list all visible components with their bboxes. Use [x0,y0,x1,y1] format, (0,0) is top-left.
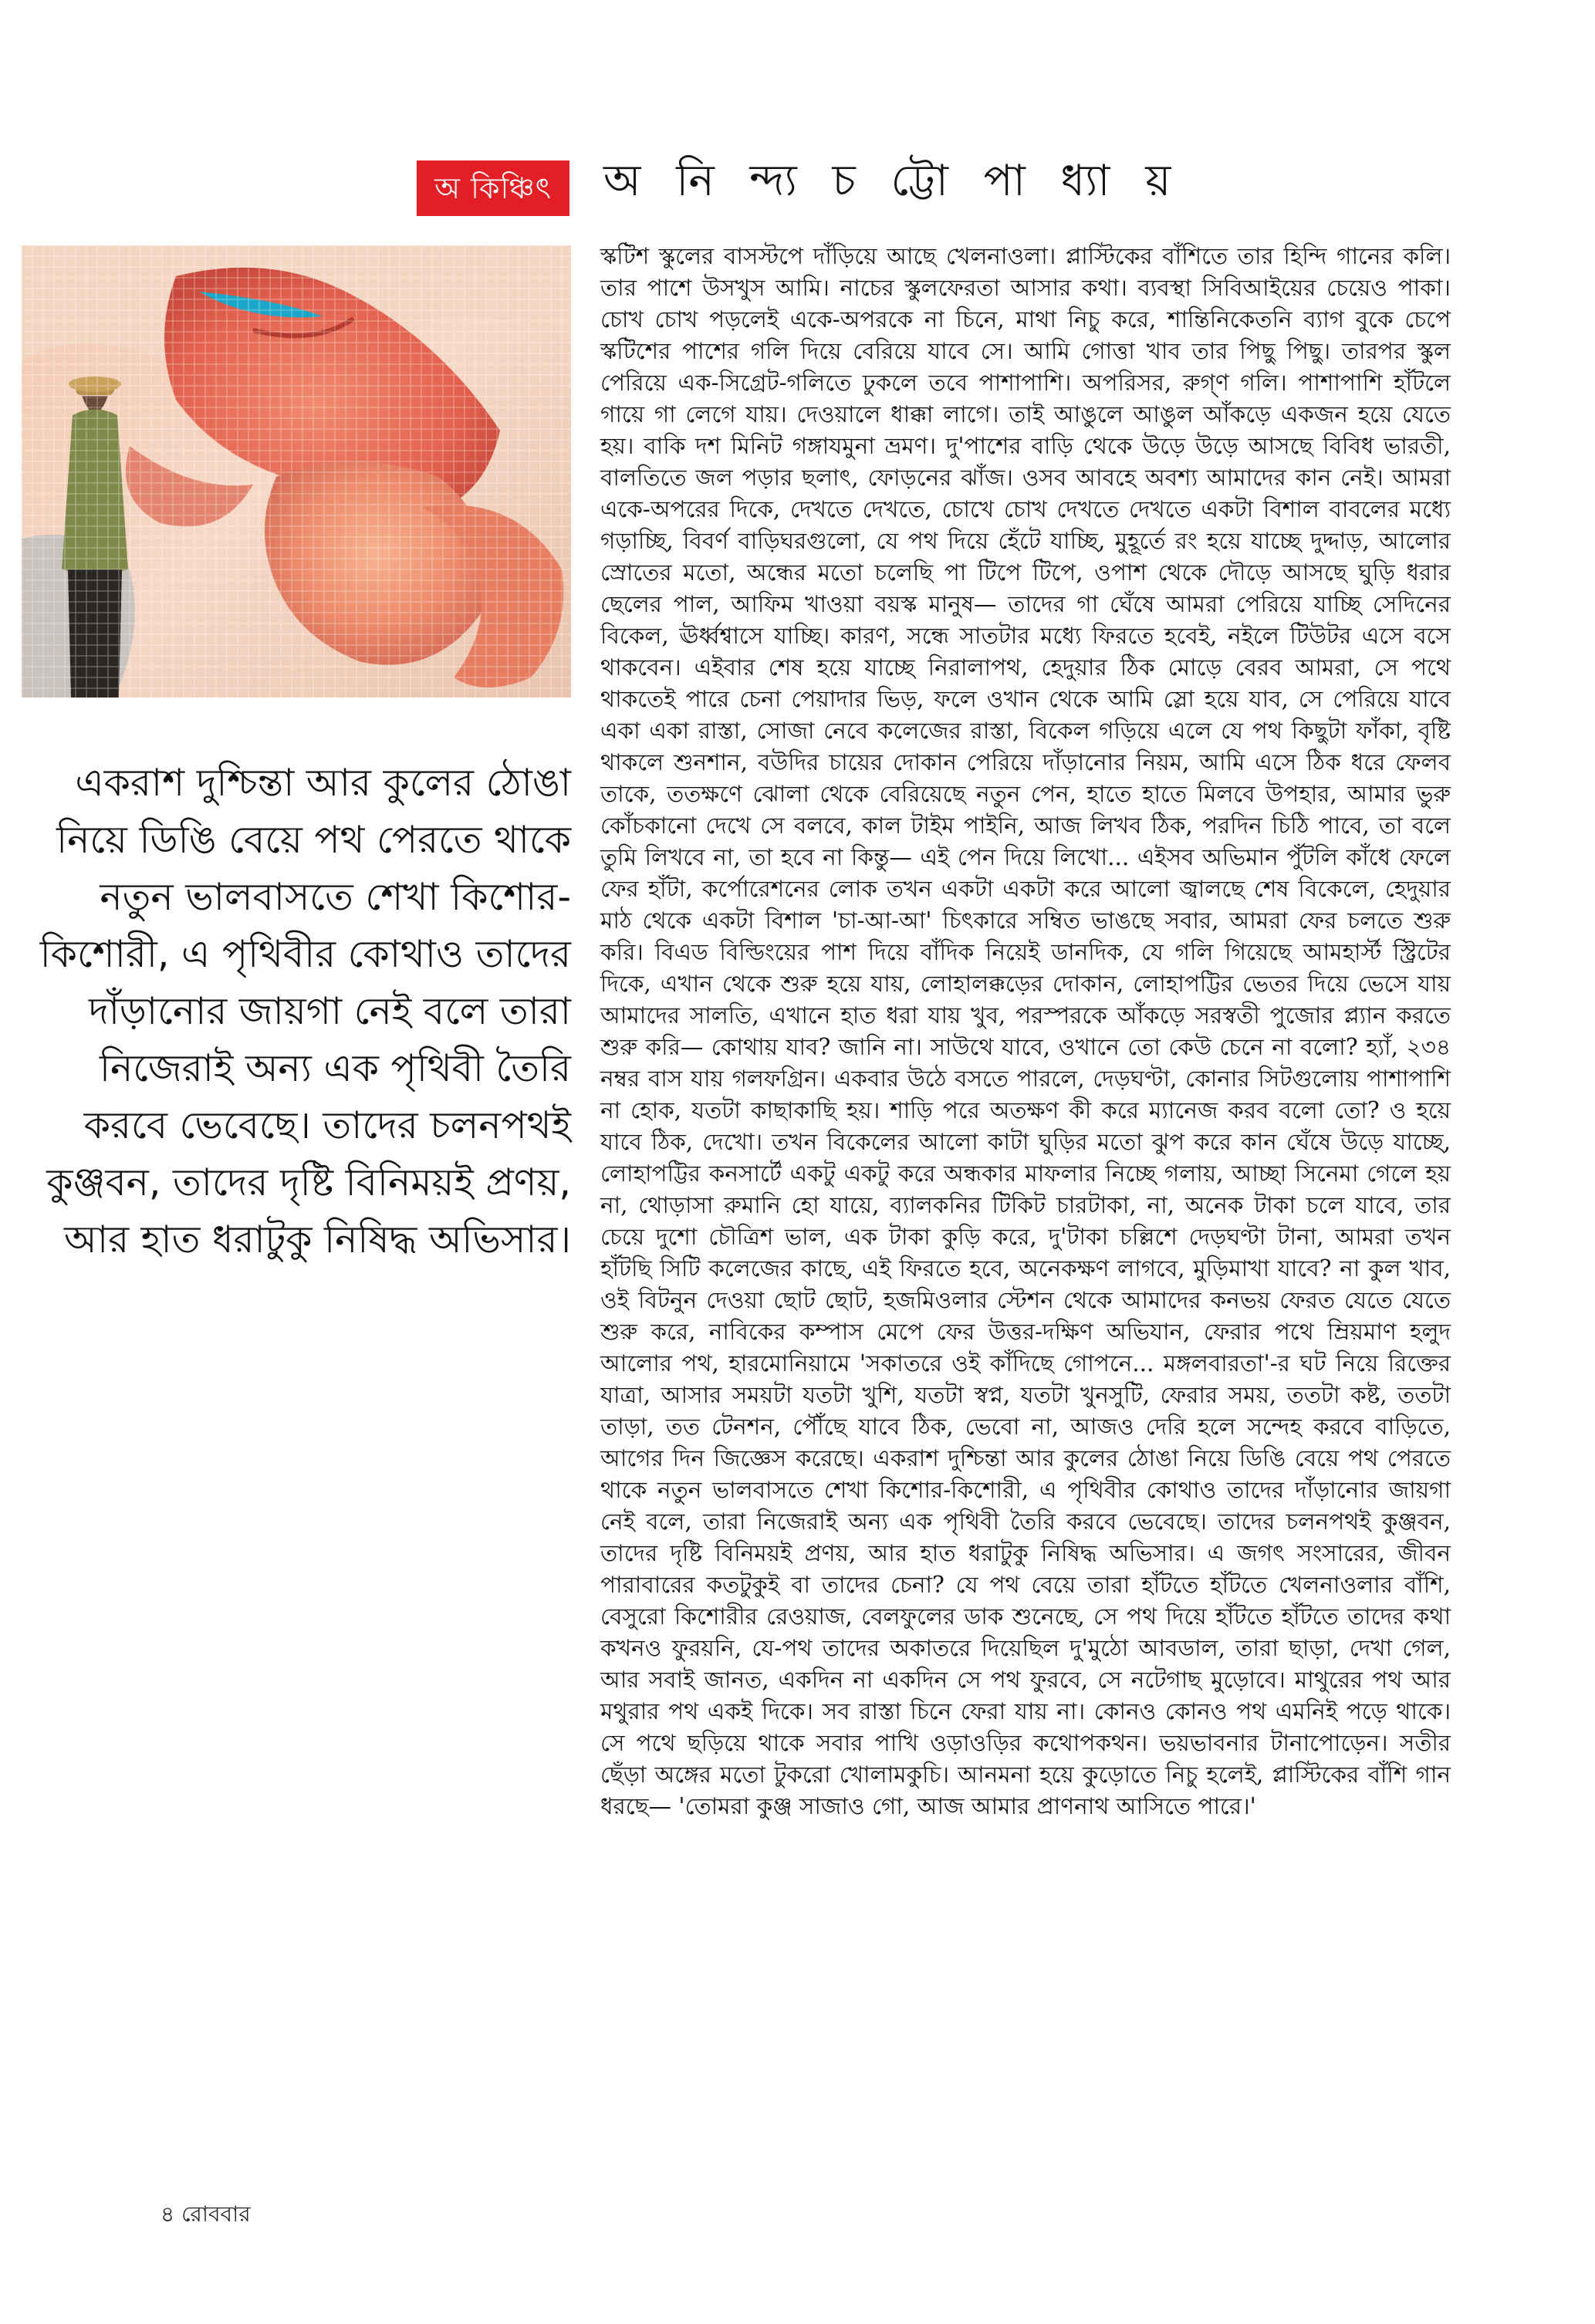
author-byline: অ নি ন্দ্য চ ট্টো পা ধ্যা য় [603,156,1182,206]
column-tag: অ কিঞ্চিৎ [417,160,569,216]
article-body: স্কটিশ স্কুলের বাসস্টপে দাঁড়িয়ে আছে খেলনাওলা। প্লাস্টিকের বাঁশিতে তার হিন্দি গানের কলি। তার পাশে উসখুস আমি। নাচের স্কুলফেরতা আসার কথা। ব্যবস্থা সিবিআইয়ের চেয়েও পাকা। চোখ চোখ পড়লেই একে-অপরকে না চিনে, মাথা নিচু করে, শান্তিনিকেতনি ব্যাগ বুকে চেপে স্কটিশের পাশের গলি দিয়ে বেরিয়ে যাবে সে। আমি গোত্তা খাব তার পিছু পিছু। তারপর স্কুল পেরিয়ে এক-সিগ্রেট-গলিতে ঢুকলে তবে পাশাপাশি। অপরিসর, রুগ্ণ গলি। পাশাপাশি হাঁটলে গায়ে গা লেগে যায়। দেওয়ালে ধাক্কা লাগে। তাই আঙুলে আঙুল আঁকড়ে একজন হয়ে যেতে হয়। বাকি দশ মিনিট গঙ্গাযমুনা ভ্রমণ। দু'পাশের বাড়ি থেকে উড়ে উড়ে আসছে বিবিধ ভারতী, বালতিতে জল পড়ার ছলাৎ, ফোড়নের ঝাঁজ। ওসব আবহে অবশ্য আমাদের কান নেই। আমরা একে-অপরের দিকে, দেখতে দেখতে, চোখে চোখ দেখতে দেখতে একটা বিশাল বাবলের মধ্যে গড়াচ্ছি, বিবর্ণ বাড়িঘরগুলো, যে পথ দিয়ে হেঁটে যাচ্ছি, মুহূর্তে রং হয়ে যাচ্ছে দুদ্দাড়, আলোর স্রোতের মতো, অন্ধের মতো চলেছি পা টিপে টিপে, ওপাশ থেকে দৌড়ে আসছে ঘুড়ি ধরার ছেলের পাল, আফিম খাওয়া বয়স্ক মানুষ— তাদের গা ঘেঁষে আমরা পেরিয়ে যাচ্ছি সেদিনের বিকেল, ঊর্ধ্বশ্বাসে যাচ্ছি। কারণ, সন্ধে সাতটার মধ্যে ফিরতে হবেই, নইলে টিউটর এসে বসে থাকবেন। এইবার শেষ হয়ে যাচ্ছে নিরালাপথ, হেদুয়ার ঠিক মোড়ে বেরব আমরা, সে পথে থাকতেই পারে চেনা পেয়াদার ভিড়, ফলে ওখান থেকে আমি স্লো হয়ে যাব, সে পেরিয়ে যাবে একা একা রাস্তা, সোজা নেবে কলেজের রাস্তা, বিকেল গড়িয়ে এলে যে পথ কিছুটা ফাঁকা, বৃষ্টি থাকলে শুনশান, বউদির চায়ের দোকান পেরিয়ে দাঁড়ানোর নিয়ম, আমি এসে ঠিক ধরে ফেলব তাকে, ততক্ষণে ঝোলা থেকে বেরিয়েছে নতুন পেন, হাতে হাতে মিলবে উপহার, আমার ভুরু কোঁচকানো দেখে সে বলবে, কাল টাইম পাইনি, আজ লিখব ঠিক, পরদিন চিঠি পাবে, তা বলে তুমি লিখবে না, তা হবে না কিন্তু— এই পেন দিয়ে লিখো... এইসব অভিমান পুঁটলি কাঁধে ফেলে ফের হাঁটা, কর্পোরেশনের লোক তখন একটা একটা করে আলো জ্বালছে শেষ বিকেলে, হেদুয়ার মাঠ থেকে একটা বিশাল 'চা-আ-আ' চিৎকারে সম্বিত ভাঙছে সবার, আমরা ফের চলতে শুরু করি। বিএড বিল্ডিংয়ের পাশ দিয়ে বাঁদিক নিয়েই ডানদিক, যে গলি গিয়েছে আমহার্স্ট স্ট্রিটের দিকে, এখান থেকে শুরু হয়ে যায়, লোহালক্কড়ের দোকান, লোহাপট্টির ভেতর দিয়ে ভেসে যায় আমাদের সালতি, এখানে হাত ধরা যায় খুব, পরস্পরকে আঁকড়ে সরস্বতী পুজোর প্ল্যান করতে শুরু করি— কোথায় যাব? জানি না। সাউথে যাবে, ওখানে তো কেউ চেনে না বলো? হ্যাঁ, ২৩৪ নম্বর বাস যায় গলফগ্রিন। একবার উঠে বসতে পারলে, দেড়ঘণ্টা, কোনার সিটগুলোয় পাশাপাশি না হোক, যতটা কাছাকাছি হয়। শাড়ি পরে অতক্ষণ কী করে ম্যানেজ করব বলো তো? ও হয়ে যাবে ঠিক, দেখো। তখন বিকেলের আলো কাটা ঘুড়ির মতো ঝুপ করে কান ঘেঁষে উড়ে যাচ্ছে, লোহাপট্টির কনসার্টে একটু একটু করে অন্ধকার মাফলার নিচ্ছে গলায়, আচ্ছা সিনেমা গেলে হয় না, থোড়াসা রুমানি হো যায়ে, ব্যালকনির টিকিট চারটাকা, না, অনেক টাকা চলে যাবে, তার চেয়ে দুশো চৌত্রিশ ভাল, এক টাকা কুড়ি করে, দু'টাকা চল্লিশে দেড়ঘণ্টা টানা, আমরা তখন হাঁটছি সিটি কলেজের কাছে, এই ফিরতে হবে, অনেকক্ষণ লাগবে, মুড়িমাখা যাবে? না কুল খাব, ওই বিটনুন দেওয়া ছোট ছোট, হজমিওলার স্টেশন থেকে আমাদের কনভয় ফেরত যেতে যেতে শুরু করে, নাবিকের কম্পাস মেপে ফের উত্তর-দক্ষিণ অভিযান, ফেরার পথে ম্রিয়মাণ হলুদ আলোর পথ, হারমোনিয়ামে 'সকাতরে ওই কাঁদিছে গোপনে... মঙ্গলবারতা'-র ঘট নিয়ে রিক্তের যাত্রা, আসার সময়টা যতটা খুশি, যতটা স্বপ্ন, যতটা খুনসুটি, ফেরার সময়, ততটা কষ্ট, ততটা তাড়া, তত টেনশন, পৌঁছে যাবে ঠিক, ভেবো না, আজও দেরি হলে সন্দেহ করবে বাড়িতে, আগের দিন জিজ্ঞেস করেছে। একরাশ দুশ্চিন্তা আর কুলের ঠোঙা নিয়ে ডিঙি বেয়ে পথ পেরতে থাকে নতুন ভালবাসতে শেখা কিশোর-কিশোরী, এ পৃথিবীর কোথাও তাদের দাঁড়ানোর জায়গা নেই বলে, তারা নিজেরাই অন্য এক পৃথিবী তৈরি করবে ভেবেছে। তাদের চলনপথই কুঞ্জবন, তাদের দৃষ্টি বিনিময়ই প্রণয়, আর হাত ধরাটুকু নিষিদ্ধ অভিসার। এ জগৎ সংসারের, জীবন পারাবারের কতটুকুই বা তাদের চেনা? যে পথ বেয়ে তারা হাঁটতে হাঁটতে খেলনাওলার বাঁশি, বেসুরো কিশোরীর রেওয়াজ, বেলফুলের ডাক শুনেছে, সে পথ দিয়ে হাঁটতে হাঁটতে তাদের কথা কখনও ফুরয়নি, যে-পথ তাদের অকাতরে দিয়েছিল দু'মুঠো আবডাল, তারা ছাড়া, দেখা গেল, আর সবাই জানত, একদিন না একদিন সে পথ ফুরবে, সে নটেগাছ মুড়োবে। মাথুরের পথ আর মথুরার পথ একই দিকে। সব রাস্তা চিনে ফেরা যায় না। কোনও কোনও পথ এমনিই পড়ে থাকে। সে পথে ছড়িয়ে থাকে সবার পাখি ওড়াওড়ির কথোপকথন। ভয়ভাবনার টানাপোড়েন। সতীর ছেঁড়া অঙ্গের মতো টুকরো খোলামকুচি। আনমনা হয়ে কুড়োতে নিচু হলেই, প্লাস্টিকের বাঁশি গান ধরছে— 'তোমরা কুঞ্জ সাজাও গো, আজ আমার প্রাণনাথ আসিতে পারে।' [600,243,1451,1819]
mosaic-photo-icon [22,245,571,698]
page-folio: ৪ রোববার [161,2201,251,2227]
pull-quote: একরাশ দুশ্চিন্তা আর কুলের ঠোঙা নিয়ে ডিঙি বেয়ে পথ পেরতে থাকে নতুন ভালবাসতে শেখা কিশোর-কিশোরী, এ পৃথিবীর কোথাও তাদের দাঁড়ানোর জায়গা নেই বলে তারা নিজেরাই অন্য এক পৃথিবী তৈরি করবে ভেবেছে। তাদের চলনপথই কুঞ্জবন, তাদের দৃষ্টি বিনিময়ই প্রণয়, আর হাত ধরাটুকু নিষিদ্ধ অভিসার। [39,761,571,1262]
mosaic-photo [22,245,571,698]
